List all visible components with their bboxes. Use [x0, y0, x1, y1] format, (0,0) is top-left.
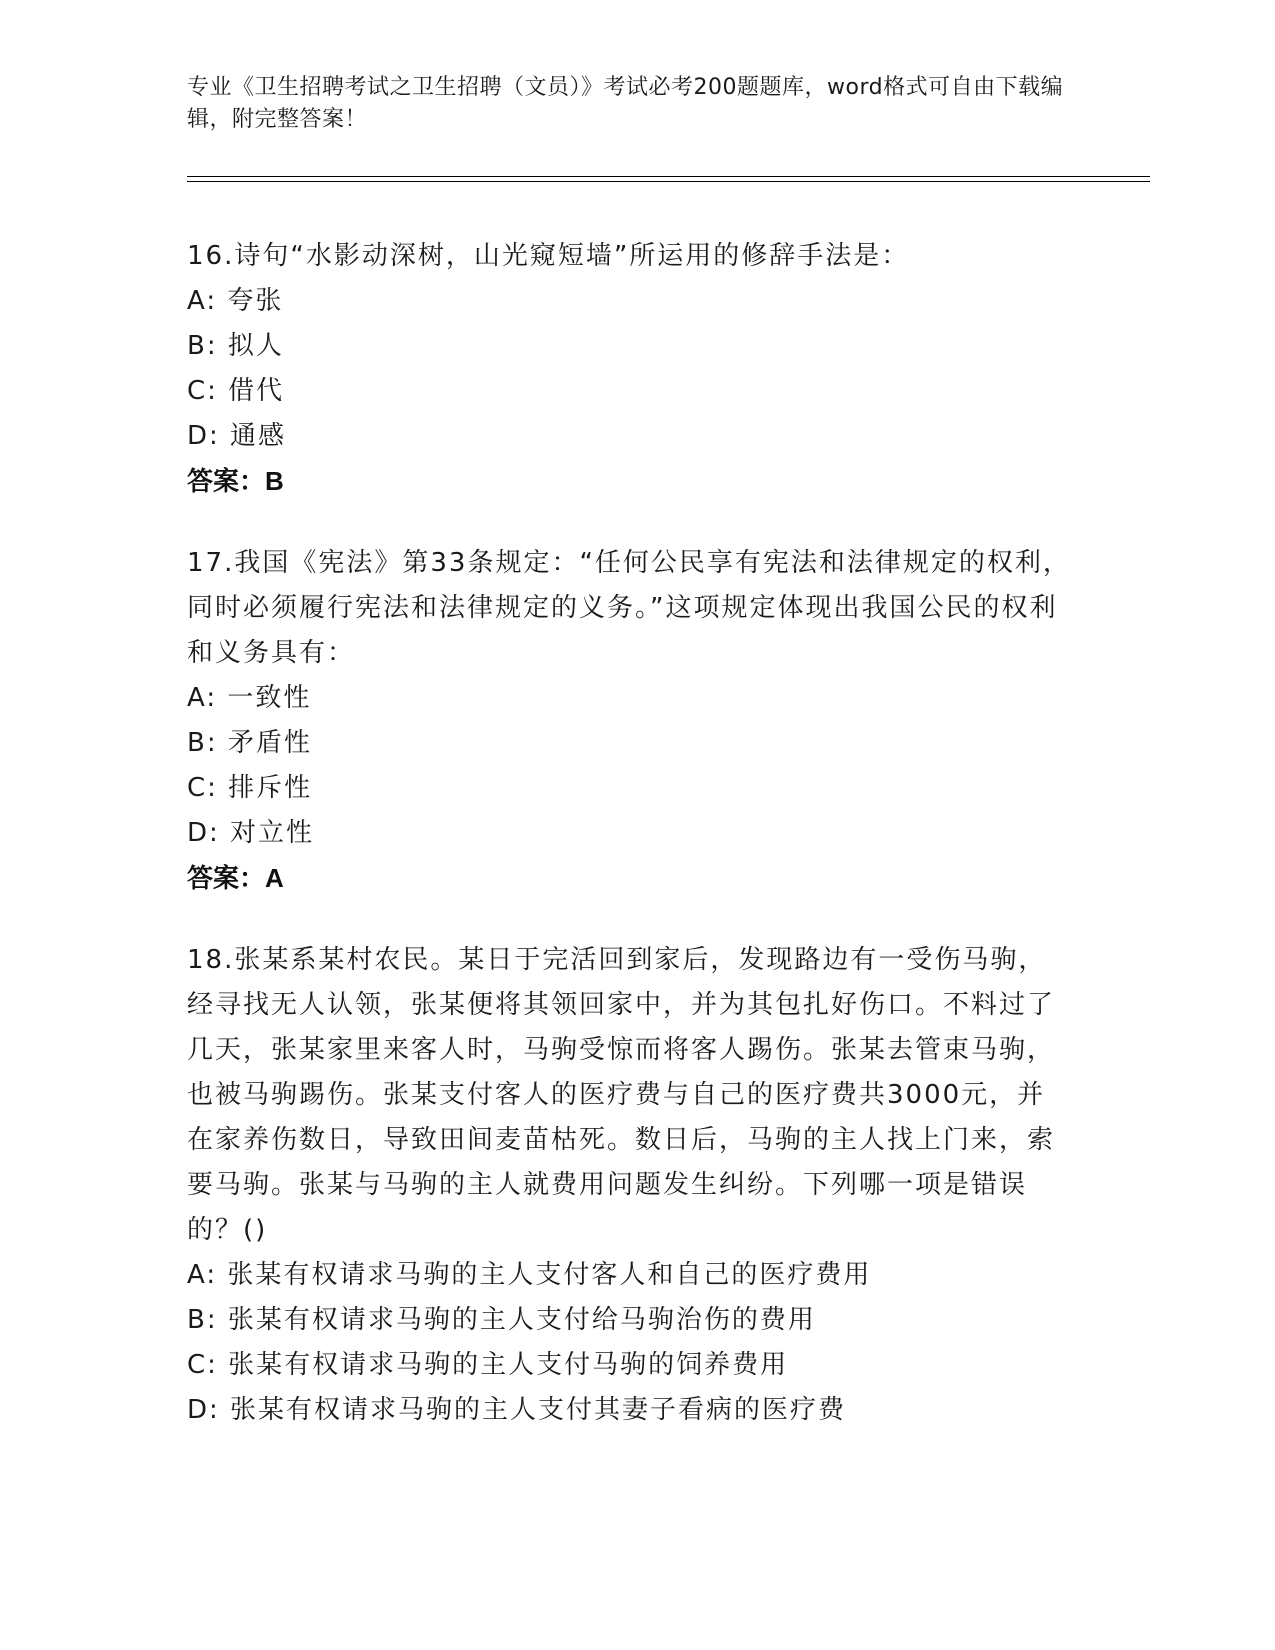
- question-list: [187, 234, 1072, 1470]
- answer-line: 答案：B: [187, 466, 284, 496]
- option-d: D: 对立性: [187, 818, 315, 848]
- option-a: A: 夸张: [187, 286, 284, 316]
- question-17: [187, 541, 1072, 901]
- question-text: 我国《宪法》第33条规定：“任何公民享有宪法和法律规定的权利，同时必须履行宪法和法律规定的义务。”这项规定体现出我国公民的权利和义务具有：: [187, 548, 1071, 668]
- option-b: B: 矛盾性: [187, 728, 312, 758]
- option-d: D: 通感: [187, 421, 287, 451]
- question-text: 诗句“水影动深树，山光窥短墙”所运用的修辞手法是：: [234, 241, 910, 271]
- option-c: C: 借代: [187, 376, 285, 406]
- question-16: [187, 234, 1072, 504]
- question-stem: [187, 234, 1072, 279]
- option-d: D: 张某有权请求马驹的主人支付其妻子看病的医疗费: [187, 1395, 847, 1425]
- option-b: B: 张某有权请求马驹的主人支付给马驹治伤的费用: [187, 1305, 816, 1335]
- header-rule-bottom: [187, 181, 1150, 182]
- document-header: 专业《卫生招聘考试之卫生招聘（文员）》考试必考200题题库，word格式可自由下载编辑，附完整答案！: [187, 75, 1064, 132]
- question-stem: [187, 938, 1072, 1253]
- option-a: A: 一致性: [187, 683, 312, 713]
- option-c: C: 张某有权请求马驹的主人支付马驹的饲养费用: [187, 1350, 789, 1380]
- question-stem: [187, 541, 1072, 676]
- question-number: 16.: [187, 241, 235, 271]
- question-18: [187, 938, 1072, 1433]
- question-text: 张某系某村农民。某日于完活回到家后，发现路边有一受伤马驹，经寻找无人认领，张某便将其领回家中，并为其包扎好伤口。不料过了几天，张某家里来客人时，马驹受惊而将客人踢伤。张某去管束马驹，也被马驹踢伤。张某支付客人的医疗费与自己的医疗费共3000元，并在家养伤数日，导致田间麦苗枯死。数日后，马驹的主人找上门来，索要马驹。张某与马驹的主人就费用问题发生纠纷。下列哪一项是错误的？(): [187, 945, 1056, 1245]
- question-number: 18.: [187, 945, 235, 975]
- header-rule-top: [187, 176, 1150, 177]
- option-a: A: 张某有权请求马驹的主人支付客人和自己的医疗费用: [187, 1260, 872, 1290]
- question-number: 17.: [187, 548, 235, 578]
- option-c: C: 排斥性: [187, 773, 313, 803]
- answer-line: 答案：A: [187, 863, 284, 893]
- option-b: B: 拟人: [187, 331, 284, 361]
